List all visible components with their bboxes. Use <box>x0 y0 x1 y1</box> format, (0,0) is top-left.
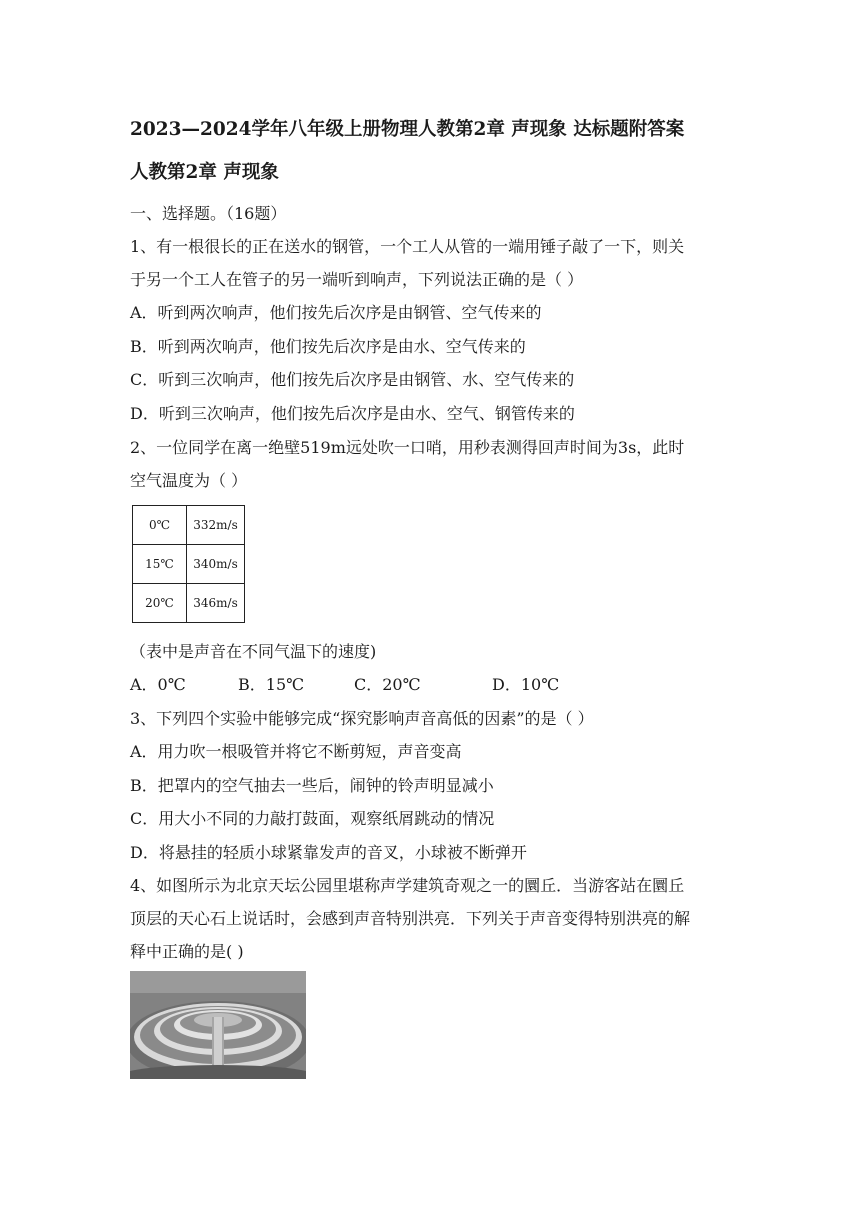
q4-stem-line3: 释中正确的是( ) <box>130 942 244 961</box>
q1-option-b: B．听到两次响声，他们按先后次序是由水、空气传来的 <box>130 337 526 356</box>
q2-option-c: C．20℃ <box>354 675 421 694</box>
q1-stem-line1: 1、有一根很长的正在送水的钢管，一个工人从管的一端用锤子敲了一下，则关 <box>130 237 685 256</box>
temperature-cell: 20℃ <box>133 584 187 623</box>
q2-table-note: （表中是声音在不同气温下的速度) <box>130 642 377 661</box>
document-title: 2023—2024学年八年级上册物理人教第2章 声现象 达标题附答案 <box>130 119 685 140</box>
q4-stem-line1: 4、如图所示为北京天坛公园里堪称声学建筑奇观之一的圜丘．当游客站在圜丘 <box>130 876 685 895</box>
q2-option-a: A．0℃ <box>130 675 186 694</box>
q1-option-a: A．听到两次响声，他们按先后次序是由钢管、空气传来的 <box>130 303 542 322</box>
speed-cell: 340m/s <box>187 545 245 584</box>
q3-option-b: B．把罩内的空气抽去一些后，闹钟的铃声明显减小 <box>130 776 494 795</box>
altar-illustration <box>130 971 306 1079</box>
q4-stem-line2: 顶层的天心石上说话时，会感到声音特别洪亮．下列关于声音变得特别洪亮的解 <box>130 909 691 928</box>
speed-cell: 346m/s <box>187 584 245 623</box>
temperature-cell: 15℃ <box>133 545 187 584</box>
q1-option-d: D．听到三次响声，他们按先后次序是由水、空气、钢管传来的 <box>130 404 575 423</box>
table-row <box>133 545 245 584</box>
q2-stem-line2: 空气温度为（ ） <box>130 471 248 490</box>
q1-option-c: C．听到三次响声，他们按先后次序是由钢管、水、空气传来的 <box>130 370 575 389</box>
q2-option-d: D．10℃ <box>492 675 560 694</box>
q3-stem: 3、下列四个实验中能够完成“探究影响声音高低的因素”的是（ ） <box>130 709 594 728</box>
q3-option-c: C．用大小不同的力敲打鼓面，观察纸屑跳动的情况 <box>130 809 495 828</box>
q3-option-d: D．将悬挂的轻质小球紧靠发声的音叉，小球被不断弹开 <box>130 843 527 862</box>
table-row <box>133 584 245 623</box>
q2-option-b: B．15℃ <box>238 675 305 694</box>
temperature-cell: 0℃ <box>133 506 187 545</box>
q1-stem-line2: 于另一个工人在管子的另一端听到响声，下列说法正确的是（ ） <box>130 270 584 289</box>
section-heading: 一、选择题。（16题） <box>130 204 287 223</box>
circular-mound-altar-photo <box>130 971 306 1079</box>
q3-option-a: A．用力吹一根吸管并将它不断剪短，声音变高 <box>130 742 462 761</box>
sound-speed-table <box>132 505 245 623</box>
table-row <box>133 506 245 545</box>
chapter-subtitle: 人教第2章 声现象 <box>130 162 279 183</box>
speed-cell: 332m/s <box>187 506 245 545</box>
q2-options <box>130 674 559 696</box>
q2-stem-line1: 2、一位同学在离一绝壁519m远处吹一口哨，用秒表测得回声时间为3s，此时 <box>130 438 685 457</box>
